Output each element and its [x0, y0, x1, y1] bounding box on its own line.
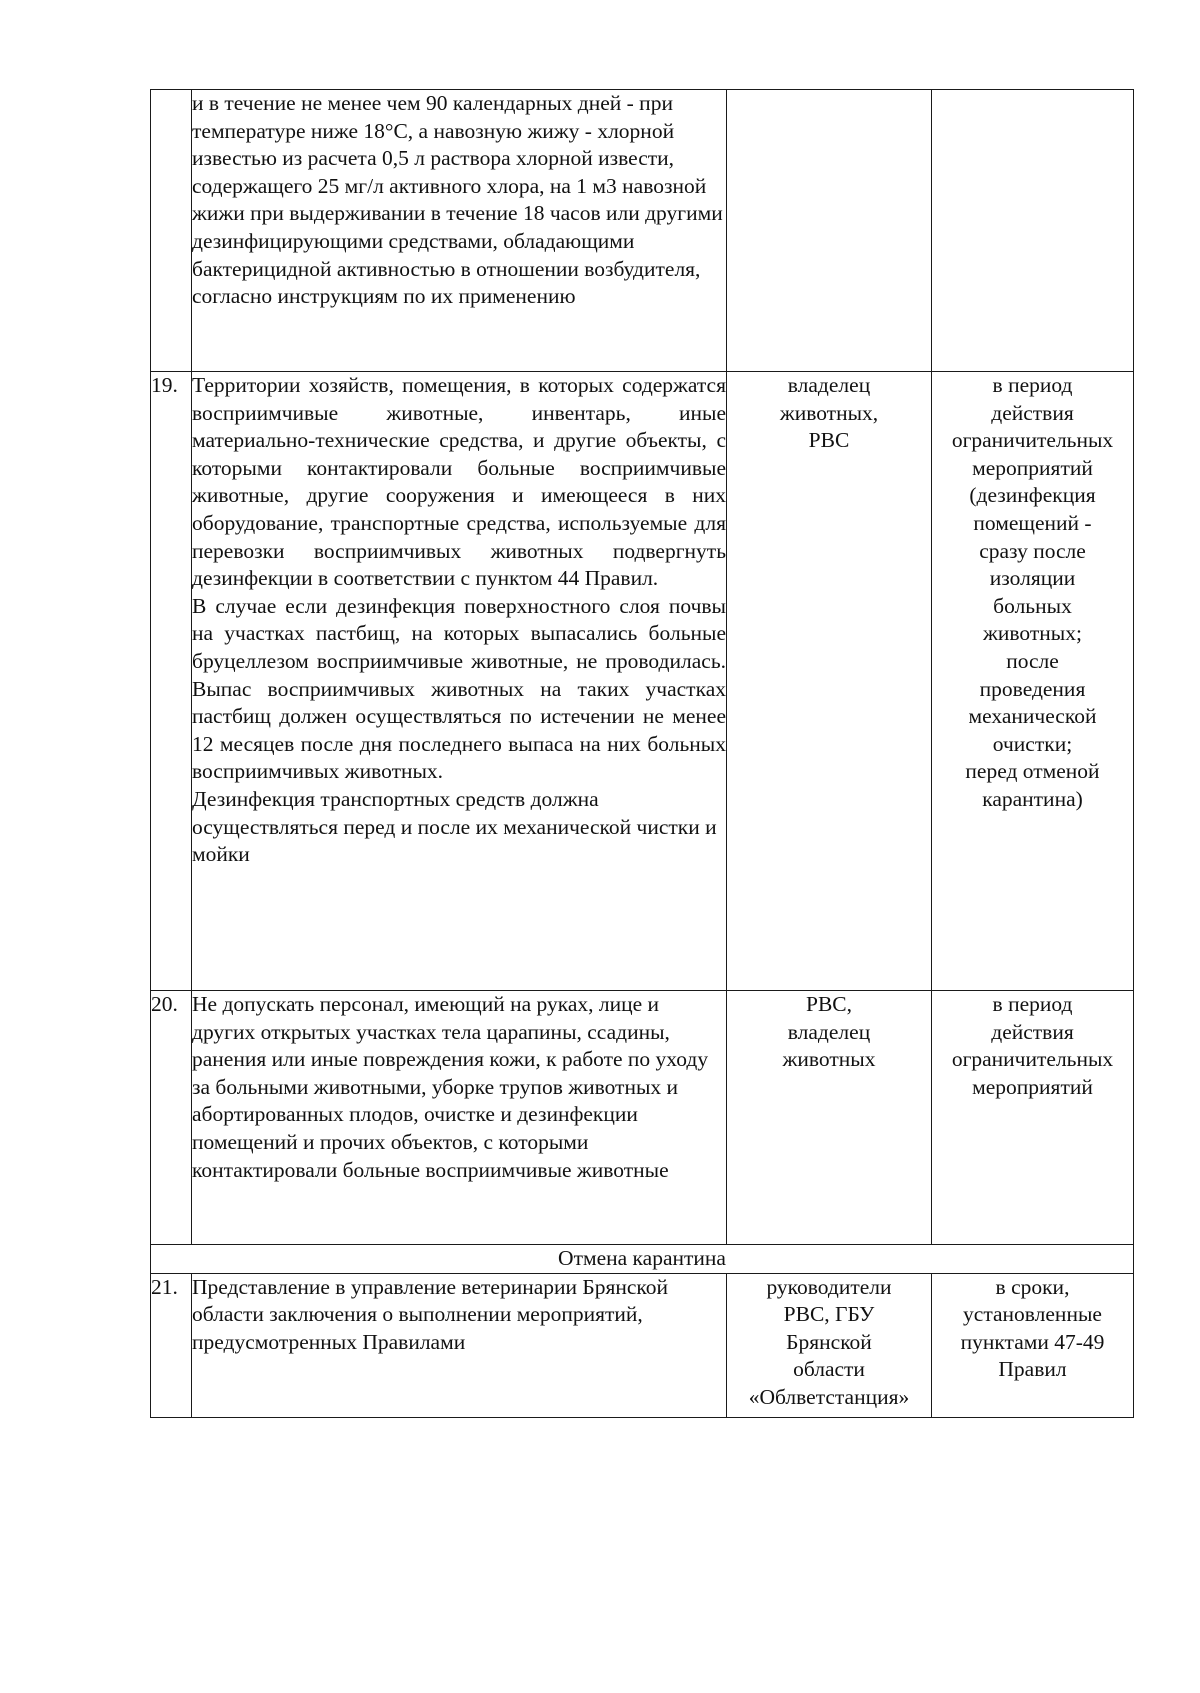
term-line: ограничительных: [951, 428, 1114, 453]
responsible-cell: [727, 1273, 932, 1417]
measure-paragraph: Не допускать персонал, имеющий на руках, лице и других открытых участках тела царапины, ссадины, ранения или иные повреждения кожи, к работе по уходу за больными животными, уборке трупов животных и абортированных плодов, очистке и дезинфекции помещений и прочих объектов, с которыми контактировали больные восприимчивые животные: [192, 992, 709, 1182]
term-line: очистки;: [992, 731, 1073, 756]
responsible-line: РВС, ГБУ: [783, 1302, 875, 1327]
term-line: в период: [992, 373, 1073, 397]
term-line: Правил: [998, 1357, 1067, 1382]
term-line: перед отменой: [965, 759, 1100, 784]
term-cell: [932, 90, 1134, 372]
row-number: 20.: [151, 991, 192, 1245]
term-line: действия: [991, 400, 1074, 425]
responsible-cell: [727, 991, 932, 1245]
term-line: после: [1006, 648, 1059, 673]
term-line: сразу после: [979, 538, 1086, 563]
table-row: [151, 991, 1134, 1245]
responsible-line: РВС,: [805, 992, 852, 1016]
responsible-line: РВС: [808, 428, 850, 453]
term-line: мероприятий: [972, 1074, 1093, 1099]
measure-paragraph: В случае если дезинфекция поверхностного слоя почвы на участках пастбищ, на которых выпасались больные бруцеллезом восприимчивые животные, не проводилась. Выпас восприимчивых животных на таких участках пастбищ должен осуществляться по истечении не менее 12 месяцев после дня последнего выпаса на них больных восприимчивых животных.: [192, 593, 726, 784]
term-line: действия: [991, 1019, 1074, 1044]
measure-cell: [192, 90, 727, 372]
measure-paragraph: и в течение не менее чем 90 календарных дней - при температуре ниже 18°С, а навозную жижу - хлорной известью из расчета 0,5 л раствора хлорной извести, содержащего 25 мг/л активного хлора, на 1 м3 навозной жижи при выдерживании в течение 18 часов или другими дезинфицирующими средствами, обладающими бактерицидной активностью в отношении возбудителя, согласно инструкциям по их применению: [192, 91, 723, 309]
responsible-line: Брянской: [786, 1329, 872, 1354]
row-number: 19.: [151, 372, 192, 991]
table-row: [151, 1273, 1134, 1417]
responsible-line: «Облветстанция»: [748, 1384, 910, 1409]
section-header-row: [151, 1245, 1134, 1274]
term-line: механической: [968, 704, 1097, 729]
term-line: мероприятий: [972, 455, 1093, 480]
term-line: помещений -: [973, 510, 1092, 535]
responsible-line: области: [793, 1357, 865, 1382]
term-cell: [932, 1273, 1134, 1417]
measure-cell: [192, 372, 727, 991]
section-title: Отмена карантина: [151, 1245, 1134, 1274]
term-cell: [932, 991, 1134, 1245]
term-line: ограничительных: [951, 1047, 1114, 1072]
responsible-line: животных,: [779, 400, 879, 425]
term-line: (дезинфекция: [969, 483, 1096, 508]
term-line: пунктами 47-49: [960, 1329, 1105, 1354]
row-number: 21.: [151, 1273, 192, 1417]
table-row: [151, 90, 1134, 372]
term-line: в сроки,: [995, 1274, 1070, 1299]
measure-paragraph: Территории хозяйств, помещения, в которых содержатся восприимчивые животные, инвентарь, иные материально-технические средства, и другие объекты, с которыми контактировали больные восприимчивые животные, другие сооружения и имеющееся в них оборудование, транспортные средства, используемые для перевозки восприимчивых животных подвергнуть дезинфекции в соответствии с пунктом 44 Правил.: [192, 373, 726, 591]
table-row: [151, 372, 1134, 991]
measure-cell: [192, 1273, 727, 1417]
term-line: установленные: [963, 1302, 1102, 1327]
term-line: животных;: [983, 621, 1082, 646]
responsible-line: владелец: [787, 373, 871, 397]
responsible-line: руководители: [766, 1274, 892, 1299]
responsible-cell: [727, 372, 932, 991]
measures-table: [150, 89, 1134, 1418]
row-number: [151, 90, 192, 372]
term-line: проведения: [979, 676, 1086, 701]
measure-cell: [192, 991, 727, 1245]
term-line: в период: [992, 992, 1073, 1016]
term-line: больных: [993, 593, 1072, 618]
measure-paragraph: Представление в управление ветеринарии Брянской области заключения о выполнении мероприятий, предусмотренных Правилами: [192, 1274, 669, 1354]
responsible-line: владелец: [787, 1019, 871, 1044]
responsible-line: животных: [782, 1047, 876, 1072]
term-line: изоляции: [989, 566, 1076, 591]
term-cell: [932, 372, 1134, 991]
measure-paragraph: Дезинфекция транспортных средств должна осуществляться перед и после их механической чистки и мойки: [192, 786, 717, 867]
term-line: карантина): [982, 786, 1083, 811]
responsible-cell: [727, 90, 932, 372]
